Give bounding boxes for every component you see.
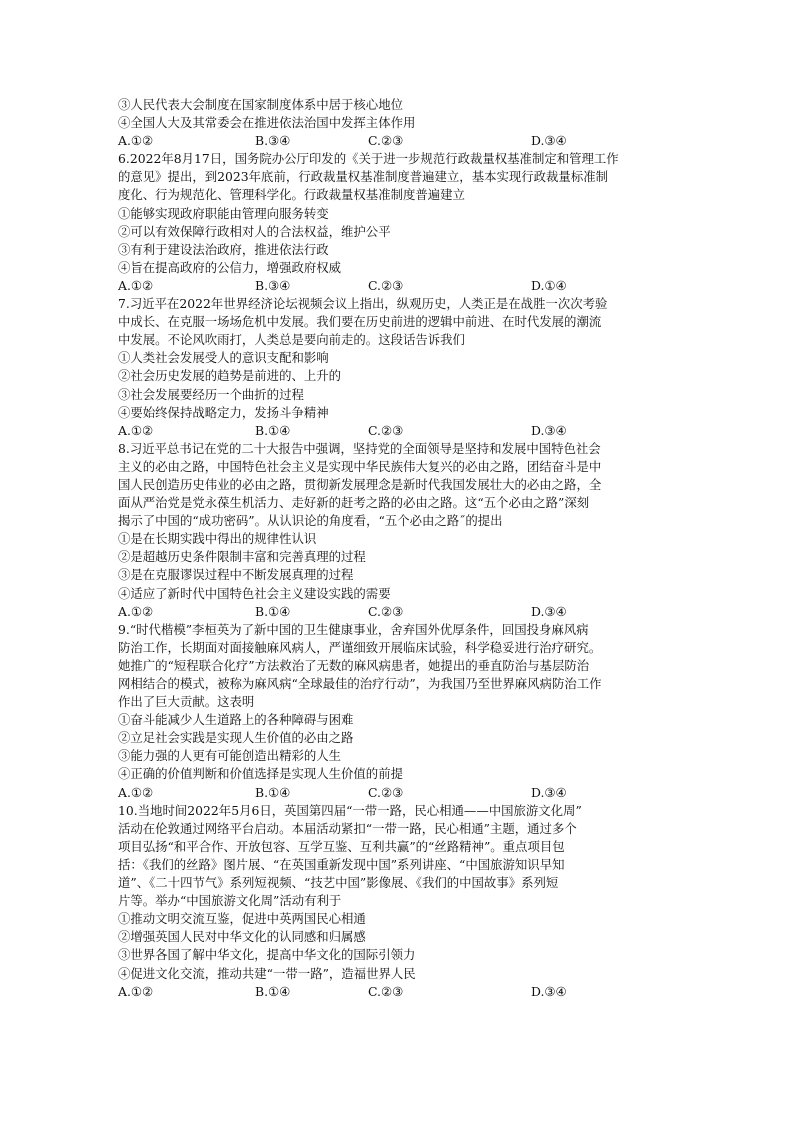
option-c: C.②③ [368,983,404,999]
choice-item: ④正确的价值判断和价值选择是实现人生价值的前提 [118,766,403,782]
choice-item: ④全国人大及其常委会在推进依法治国中发挥主体作用 [118,115,416,131]
choice-item: ③世界各国了解中华文化，提高中华文化的国际引领力 [118,947,416,963]
choice-item: ②社会历史发展的趋势是前进的、上升的 [118,368,342,384]
choice-item: ④适应了新时代中国特色社会主义建设实践的需要 [118,585,391,601]
question-stem-line: 括：《我们的丝路》图片展、“在英国重新发现中国”系列讲座、“中国旅游知识早知 [118,856,565,872]
question-block [118,621,678,802]
question-stem-line: 7.习近平在2022年世界经济论坛视频会议上指出，纵观历史，人类正是在战胜一次次考验 [118,296,608,312]
answer-options [118,983,678,1001]
question-stem-line: 度化、行为规范化、管理科学化。行政裁量权基准制度普遍建立 [118,187,465,203]
option-c: C.②③ [368,422,404,438]
question-block [118,295,678,440]
choice-item: ③能力强的人更有可能创造出精彩的人生 [118,748,342,764]
question-stem-line: 活动在伦敦通过网络平台启动。本届活动紧扣“一带一路，民心相通”主题，通过多个 [118,820,577,836]
choice-item: ③人民代表大会制度在国家制度体系中居于核心地位 [118,97,403,112]
answer-options [118,784,678,802]
choice-item: ③社会发展要经历一个曲折的过程 [118,386,304,402]
continuation-block [118,96,678,150]
question-stem-line: 项目弘扬“和平合作、开放包容、互学互鉴、互利共赢”的“丝路精神”。重点项目包 [118,838,565,854]
choice-item: ②是超越历史条件限制丰富和完善真理的过程 [118,549,366,565]
option-c: C.②③ [368,133,404,149]
choice-item: ①奋斗能减少人生道路上的各种障碍与困难 [118,712,354,728]
choice-item: ①能够实现政府职能由管理向服务转变 [118,205,329,221]
question-stem-line: 面从严治党是党永葆生机活力、走好新的赶考之路的必由之路。这“五个必由之路”深刻 [118,495,590,511]
choice-item: ②可以有效保障行政相对人的合法权益，维护公平 [118,223,391,239]
question-stem-line: 片等。举办“中国旅游文化周”活动有利于 [118,893,342,909]
question-stem-line: 6.2022年8月17日，国务院办公厅印发的《关于进一步规范行政裁量权基准制定和管理工作 [118,151,619,167]
option-a: A.①② [118,133,154,149]
question-stem-line: 防治工作，长期面对面接触麻风病人，严谨细致开展临床试验，科学稳妥进行治疗研究。 [118,639,602,655]
question-stem-line: 的意见》提出，到2023年底前，行政裁量权基准制度普遍建立，基本实现行政裁量标准制 [118,169,608,185]
answer-options [118,132,678,150]
option-a: A.①② [118,983,154,999]
question-stem-line: 10.当地时间2022年5月6日，英国第四届“一带一路，民心相通——中国旅游文化周” [118,802,582,818]
question-stem-line: 中成长、在克服一场场危机中发展。我们要在历史前进的逻辑中前进、在时代发展的潮流 [118,314,602,330]
question-stem-line: 主义的必由之路，中国特色社会主义是实现中华民族伟大复兴的必由之路，团结奋斗是中 [118,458,602,474]
choice-item: ①推动文明交流互鉴，促进中英两国民心相通 [118,911,366,927]
option-b: B.③④ [255,277,291,293]
question-block [118,440,678,621]
option-d: D.①④ [531,277,567,293]
option-d: D.③④ [531,784,567,800]
question-stem-line: 9.“时代楷模”李桓英为了新中国的卫生健康事业，舍弃国外优厚条件，回国投身麻风病 [118,621,589,637]
question-stem-line: 道”、《二十四节气》系列短视频、“技艺中国”影像展、《我们的中国故事》系列短 [118,875,559,891]
option-c: C.②③ [368,603,404,619]
option-d: D.③④ [531,422,567,438]
choice-item: ③是在克服谬误过程中不断发展真理的过程 [118,567,354,583]
question-block [118,802,678,1001]
option-c: C.②③ [368,277,404,293]
choice-item: ④旨在提高政府的公信力，增强政府权威 [118,259,342,275]
option-a: A.①② [118,422,154,438]
option-b: B.①④ [255,603,291,619]
choice-item: ③有利于建设法治政府，推进依法行政 [118,241,329,257]
question-stem-line: 她推广的“短程联合化疗”方法救治了无数的麻风病患者，她提出的垂直防治与基层防治 [118,657,590,673]
choice-item: ②增强英国人民对中华文化的认同感和归属感 [118,929,366,945]
option-d: D.③④ [531,603,567,619]
option-a: A.①② [118,603,154,619]
option-b: B.①④ [255,422,291,438]
question-stem-line: 中发展。不论风吹雨打，人类总是要向前走的。这段话告诉我们 [118,332,465,348]
option-a: A.①② [118,784,154,800]
question-stem-line: 作出了巨大贡献。这表明 [118,694,255,710]
question-stem-line: 网相结合的模式，被称为麻风病“全球最佳的治疗行动”，为我国乃至世界麻风病防治工作 [118,676,602,691]
option-a: A.①② [118,277,154,293]
question-stem-line: 国人民创造历史伟业的必由之路，贯彻新发展理念是新时代我国发展壮大的必由之路，全 [118,476,602,492]
question-stem-line: 揭示了中国的“成功密码”。从认识论的角度看，“五个必由之路˝的提出 [118,513,503,529]
option-d: D.③④ [531,133,567,149]
choice-item: ①是在长期实践中得出的规律性认识 [118,531,317,547]
choice-item: ①人类社会发展受人的意识支配和影响 [118,350,329,366]
answer-options [118,277,678,295]
question-stem-line: 8.习近平总书记在党的二十大报告中强调，坚持党的全面领导是坚持和发展中国特色社会 [118,440,601,456]
option-b: B.①④ [255,983,291,999]
question-list [118,150,678,1000]
option-b: B.①④ [255,784,291,800]
option-c: C.②③ [368,784,404,800]
answer-options [118,422,678,440]
choice-item: ②立足社会实践是实现人生价值的必由之路 [118,730,354,746]
choice-item: ④促进文化交流，推动共建“一带一路”，造福世界人民 [118,965,416,981]
choice-item: ④要始终保持战略定力，发扬斗争精神 [118,404,329,420]
option-b: B.③④ [255,133,291,149]
option-d: D.③④ [531,983,567,999]
exam-page [118,96,678,1001]
answer-options [118,603,678,621]
question-block [118,150,678,295]
